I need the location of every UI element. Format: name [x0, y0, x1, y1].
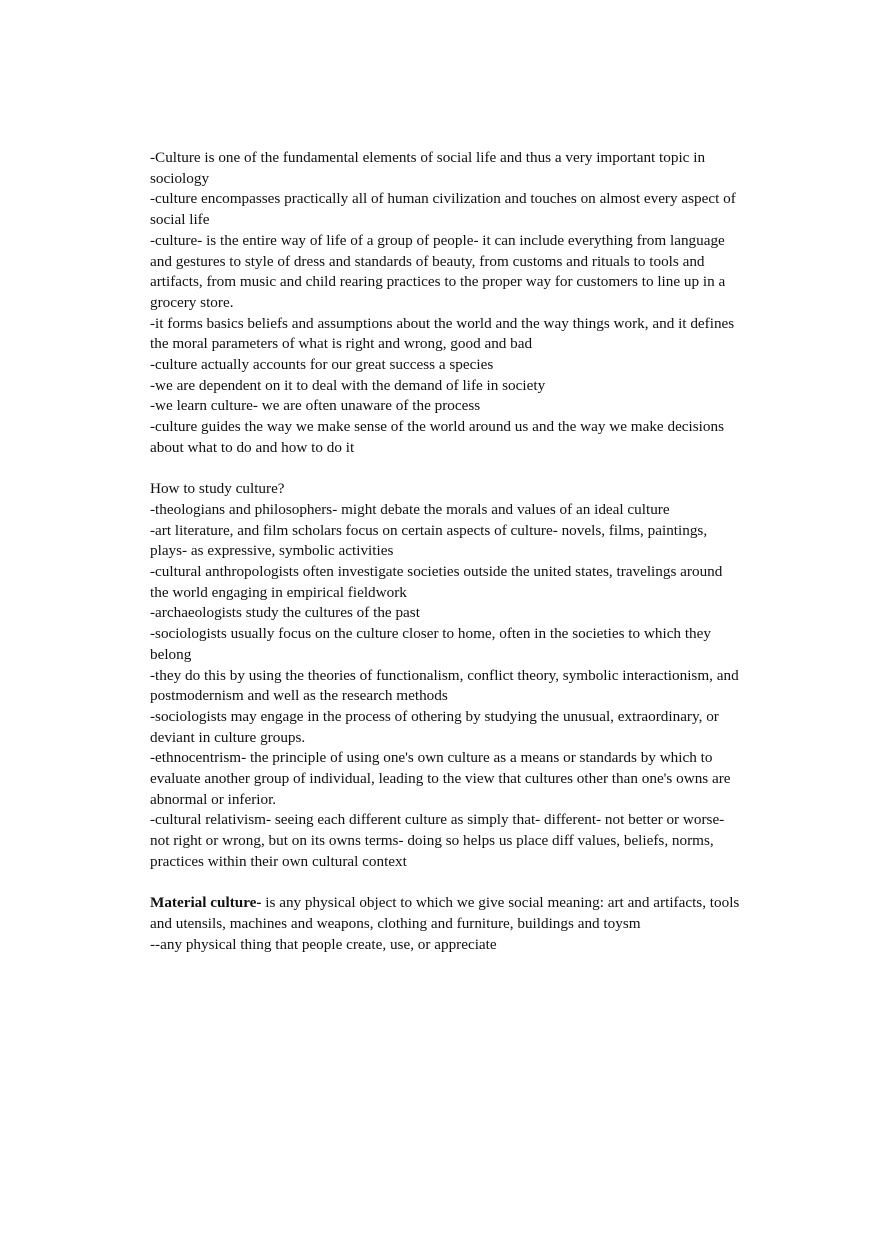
- text-line: -they do this by using the theories of functionalism, conflict theory, symbolic interactionism, and postmodernism and well as the research methods: [150, 666, 739, 705]
- text-line: -culture actually accounts for our great success a species: [150, 356, 494, 374]
- text-line: -ethnocentrism- the principle of using one's own culture as a means or standards by which to evaluate another group of individual, leading to the view that cultures other than one's owns are abnormal or inferior.: [150, 749, 731, 808]
- material-culture-section: [150, 893, 740, 955]
- text-line: -Culture is one of the fundamental elements of social life and thus a very important topic in sociology: [150, 149, 706, 187]
- text-line: -sociologists may engage in the process of othering by studying the unusual, extraordinary, or deviant in culture groups.: [150, 707, 719, 746]
- text-line: -culture- is the entire way of life of a group of people- it can include everything from language and gestures to style of dress and standards of beauty, from customs and rituals to tools and artifacts, from music and child rearing practices to the proper way for customers to line up in a grocery store.: [150, 231, 726, 311]
- term-definition: is any physical object to which we give social meaning: art and artifacts, tools and utensils, machines and weapons, clothing and furniture, buildings and toysm: [150, 894, 740, 932]
- text-line: -sociologists usually focus on the culture closer to home, often in the societies to which they belong: [150, 625, 711, 663]
- study-culture-section: [150, 479, 740, 872]
- text-line: -we learn culture- we are often unaware of the process: [150, 397, 481, 415]
- text-line: -art literature, and film scholars focus on certain aspects of culture- novels, films, paintings, plays- as expressive, symbolic activities: [150, 521, 708, 560]
- text-line: -culture guides the way we make sense of the world around us and the way we make decisions about what to do and how to do it: [150, 418, 724, 456]
- document-body: [150, 148, 740, 955]
- text-line: -culture encompasses practically all of human civilization and touches on almost every aspect of social life: [150, 190, 736, 229]
- paragraph-gap: [150, 873, 740, 894]
- culture-intro-section: [150, 148, 740, 459]
- paragraph-gap: [150, 459, 740, 480]
- definition-line: [150, 893, 740, 934]
- text-line: -it forms basics beliefs and assumptions about the world and the way things work, and it defines the moral parameters of what is right and wrong, good and bad: [150, 314, 735, 353]
- text-line: -archaeologists study the cultures of the past: [150, 604, 420, 622]
- text-line: -cultural relativism- seeing each different culture as simply that- different- not better or worse- not right or wrong, but on its owns terms- doing so helps us place diff values, beliefs, norms, practices within their own cultural context: [150, 811, 725, 870]
- text-line: -cultural anthropologists often investigate societies outside the united states, travelings around the world engaging in empirical fieldwork: [150, 563, 723, 601]
- text-line: --any physical thing that people create, use, or appreciate: [150, 935, 497, 953]
- text-line: -we are dependent on it to deal with the demand of life in society: [150, 376, 546, 394]
- defined-term: Material culture-: [150, 894, 262, 912]
- section-heading: How to study culture?: [150, 480, 285, 498]
- text-line: -theologians and philosophers- might debate the morals and values of an ideal culture: [150, 500, 670, 518]
